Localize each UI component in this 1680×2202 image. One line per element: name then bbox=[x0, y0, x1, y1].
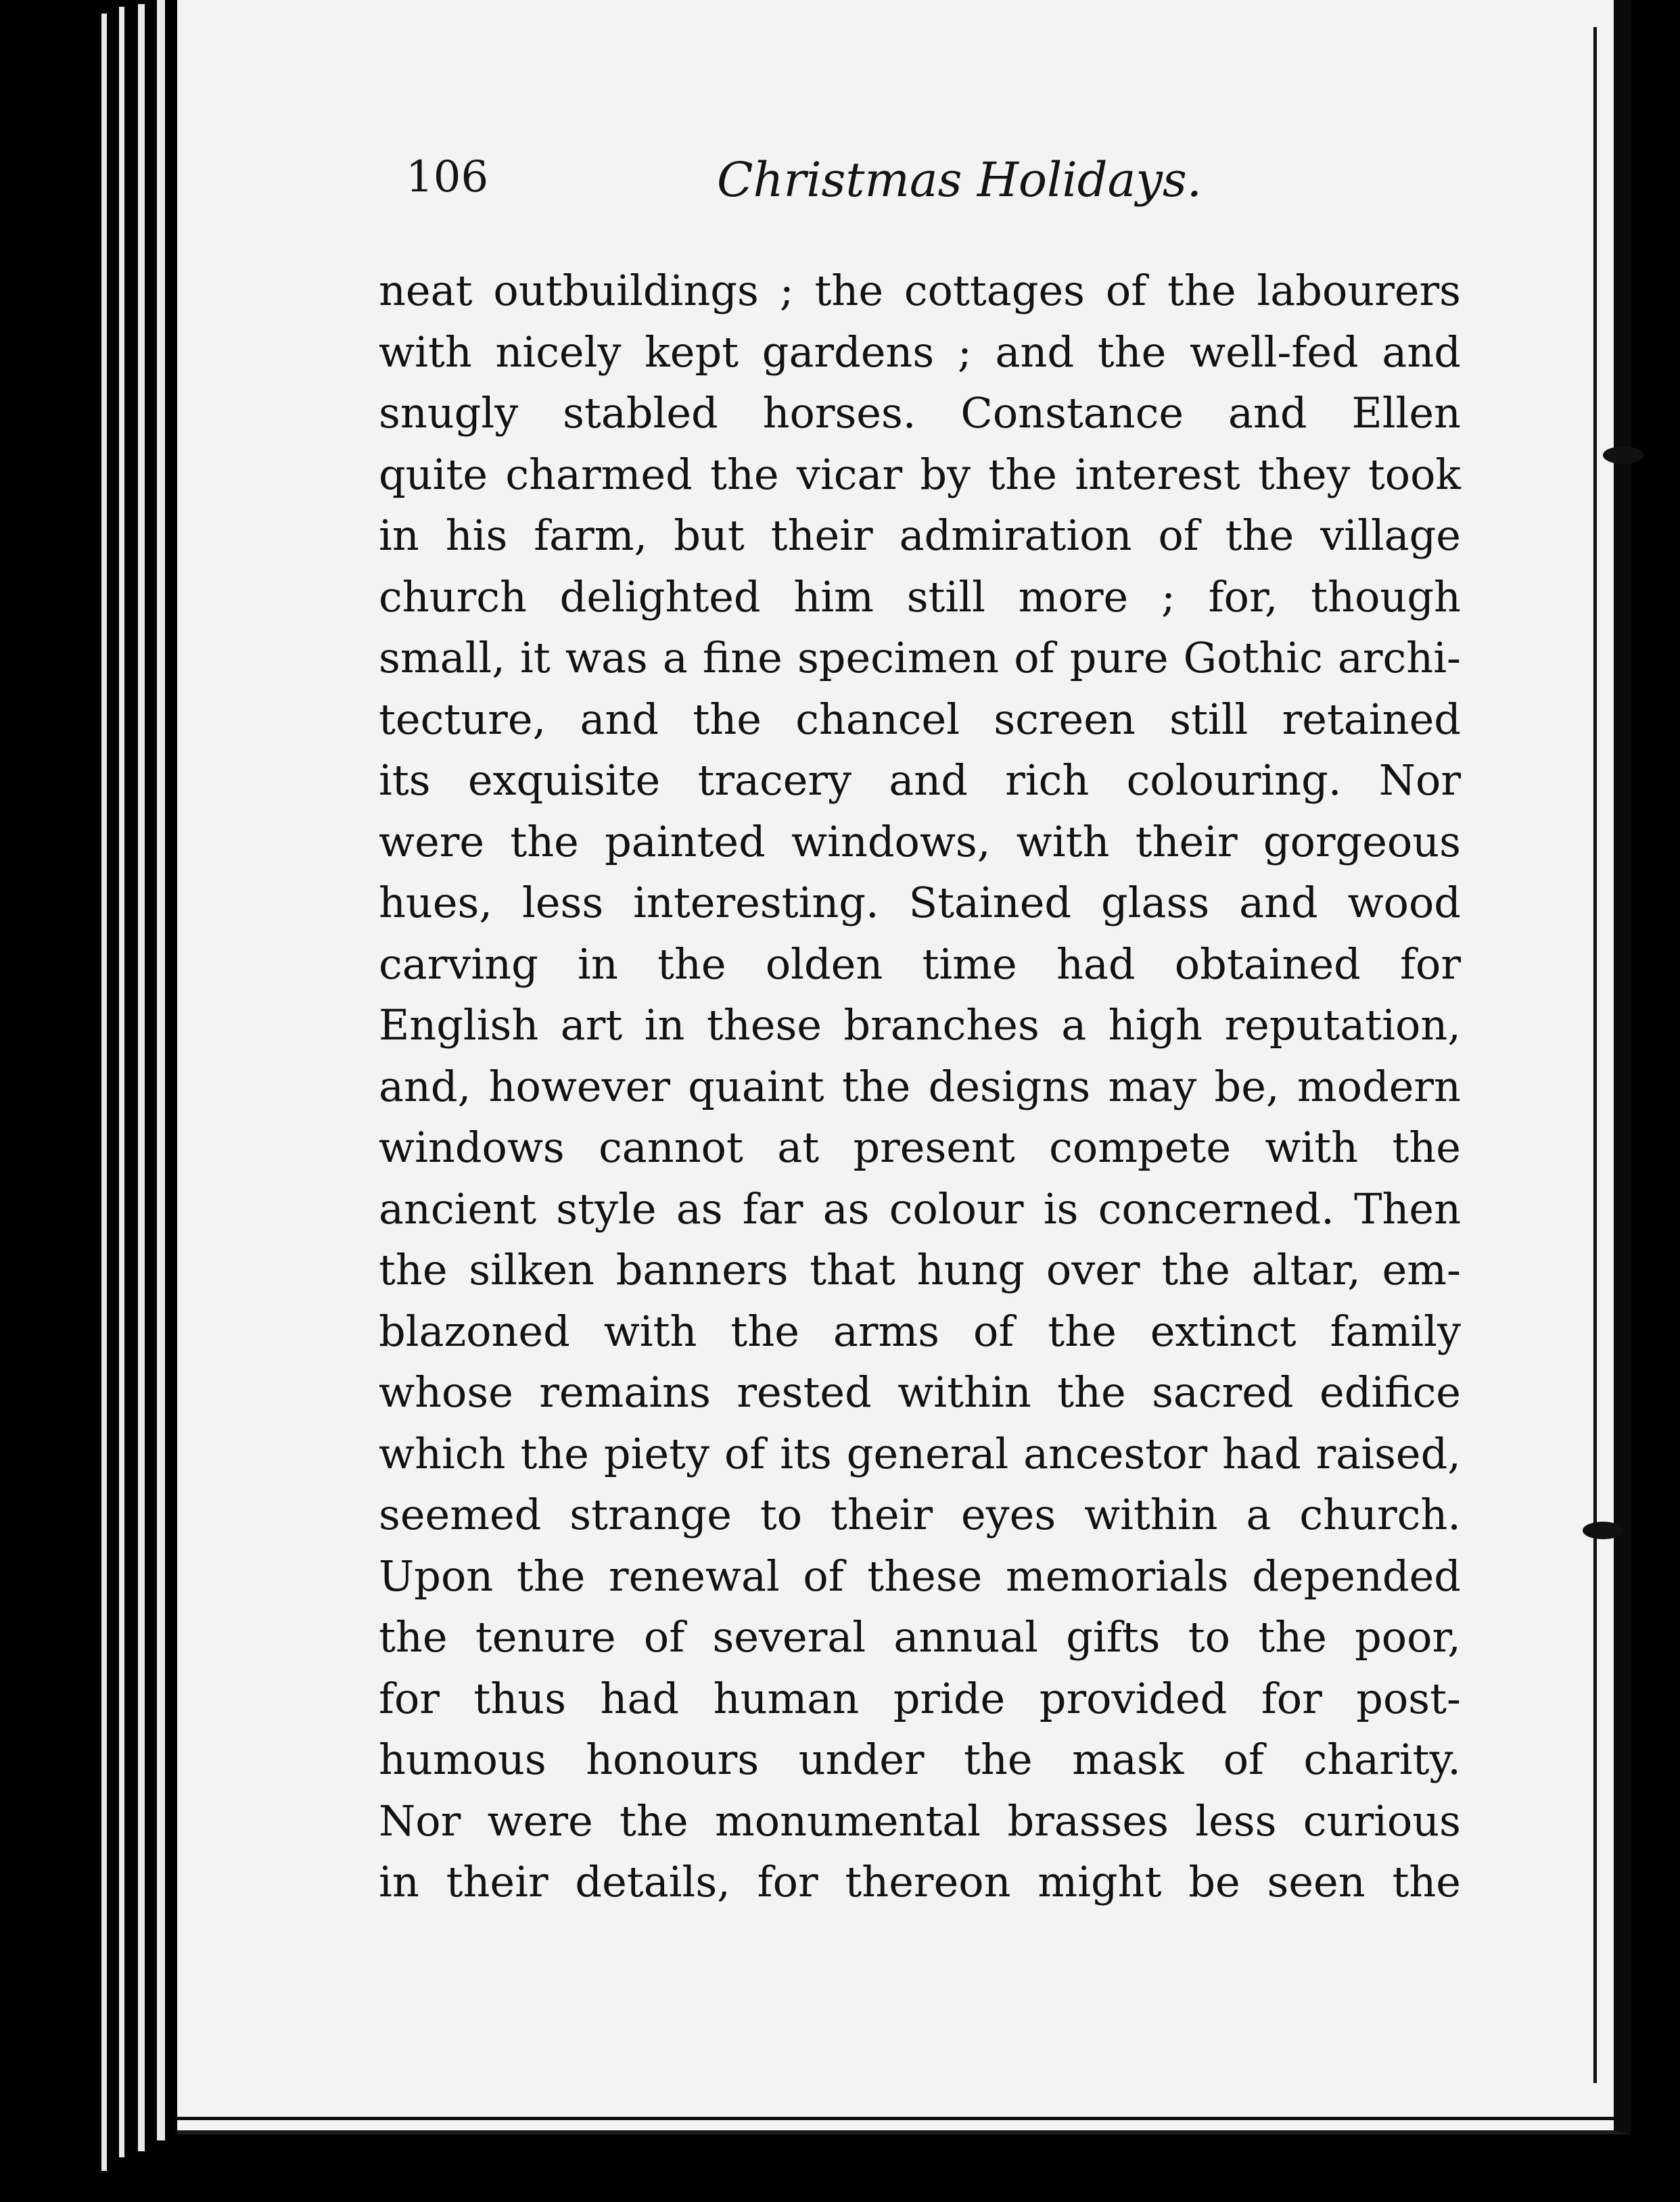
running-title: Christmas Holidays. bbox=[717, 152, 1203, 208]
text-line: whose remains rested within the sacred edifice bbox=[379, 1367, 1461, 1417]
text-line: hues, less interesting. Stained glass and wood bbox=[379, 878, 1461, 927]
text-line: snugly stabled horses. Constance and Ellen bbox=[379, 388, 1461, 438]
text-line: English art in these branches a high reputation, bbox=[379, 1000, 1461, 1050]
text-line: were the painted windows, with their gorgeous bbox=[379, 816, 1461, 866]
text-line: in his farm, but their admiration of the village bbox=[379, 511, 1461, 560]
page-header bbox=[406, 152, 1556, 233]
page-border-right bbox=[1593, 27, 1597, 2083]
text-line: humous honours under the mask of charity. bbox=[379, 1735, 1461, 1784]
text-line: tecture, and the chancel screen still retained bbox=[379, 694, 1461, 744]
text-line: windows cannot at present compete with the bbox=[379, 1123, 1461, 1172]
text-line: ancient style as far as colour is concerned. Then bbox=[379, 1184, 1461, 1234]
text-line: the silken banners that hung over the altar, em- bbox=[379, 1245, 1461, 1294]
text-line: in their details, for thereon might be seen the bbox=[379, 1857, 1461, 1906]
binding-mark bbox=[1603, 446, 1643, 464]
text-line: seemed strange to their eyes within a church. bbox=[379, 1490, 1461, 1539]
page-edge bbox=[119, 7, 124, 2157]
text-line: small, it was a fine specimen of pure Gothic archi- bbox=[379, 633, 1461, 682]
text-line: and, however quaint the designs may be, modern bbox=[379, 1061, 1461, 1111]
text-line: quite charmed the vicar by the interest they took bbox=[379, 449, 1461, 499]
page-number: 106 bbox=[406, 152, 489, 202]
page-border-bottom bbox=[177, 2117, 1614, 2120]
text-line: which the piety of its general ancestor had raised, bbox=[379, 1428, 1461, 1478]
text-line: with nicely kept gardens ; and the well-fed and bbox=[379, 327, 1461, 377]
binding-mark bbox=[1583, 1522, 1623, 1539]
text-line: Nor were the monumental brasses less curious bbox=[379, 1796, 1461, 1846]
body-text bbox=[379, 260, 1461, 1913]
text-line: neat outbuildings ; the cottages of the labourers bbox=[379, 266, 1461, 315]
text-line: carving in the olden time had obtained for bbox=[379, 939, 1461, 989]
text-line: the tenure of several annual gifts to the poor, bbox=[379, 1612, 1461, 1662]
page-edge bbox=[157, 0, 165, 2140]
text-line: blazoned with the arms of the extinct family bbox=[379, 1306, 1461, 1356]
page-edge bbox=[138, 4, 145, 2151]
page-edge bbox=[101, 14, 107, 2171]
text-line: for thus had human pride provided for post- bbox=[379, 1673, 1461, 1723]
text-line: its exquisite tracery and rich colouring. Nor bbox=[379, 755, 1461, 805]
text-line: church delighted him still more ; for, though bbox=[379, 571, 1461, 622]
text-line: Upon the renewal of these memorials depended bbox=[379, 1551, 1461, 1601]
